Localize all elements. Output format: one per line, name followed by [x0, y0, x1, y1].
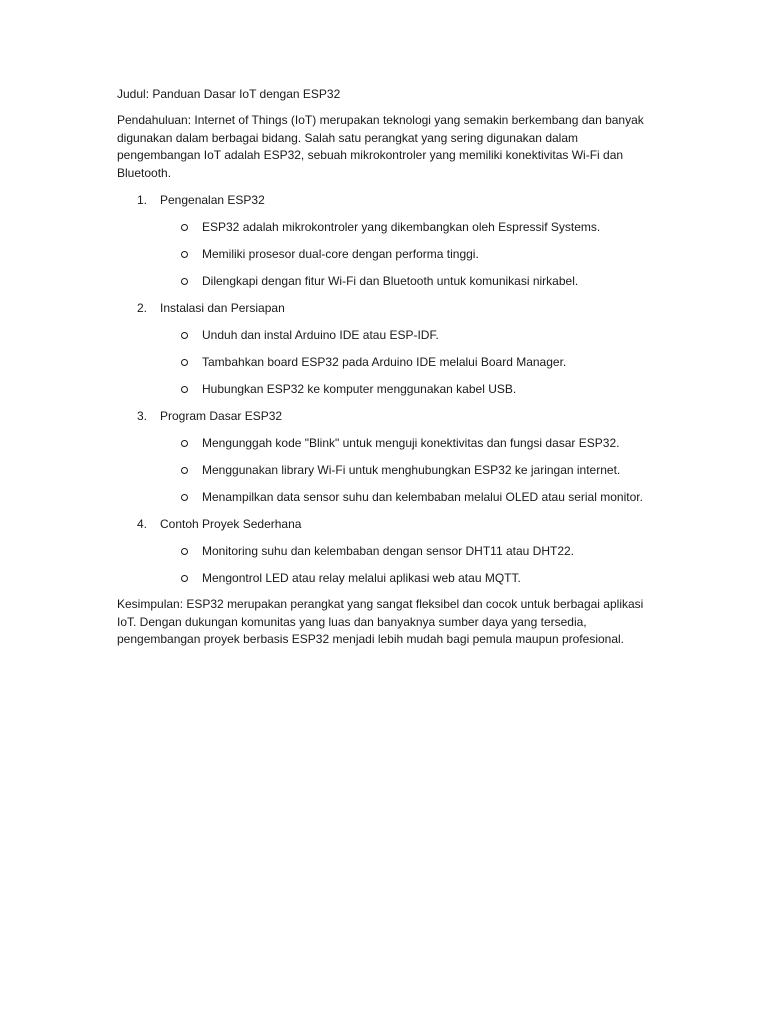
list-item — [117, 488, 653, 506]
list-item — [117, 326, 653, 344]
hollow-bullet-icon — [181, 359, 188, 366]
hollow-bullet-icon — [181, 332, 188, 339]
section-heading — [117, 407, 653, 425]
intro-paragraph: Pendahuluan: Internet of Things (IoT) merupakan teknologi yang semakin berkembang dan banyak digunakan dalam berbagai bidang. Salah satu perangkat yang sering digunakan dalam pengembangan IoT adalah ESP32, sebuah mikrokontroler yang memiliki konektivitas Wi-Fi dan Bluetooth. — [117, 113, 644, 181]
list-item-text: Memiliki prosesor dual-core dengan performa tinggi. — [202, 246, 479, 261]
list-item-text: Mengunggah kode "Blink" untuk menguji konektivitas dan fungsi dasar ESP32. — [202, 435, 620, 450]
list-item — [117, 380, 653, 398]
list-item — [117, 542, 653, 560]
section-heading-text: Pengenalan ESP32 — [160, 192, 265, 207]
hollow-bullet-icon — [181, 278, 188, 285]
list-item — [117, 569, 653, 587]
document-title: Judul: Panduan Dasar IoT dengan ESP32 — [117, 87, 341, 101]
section-heading-text: Instalasi dan Persiapan — [160, 300, 285, 315]
list-item-text: Hubungkan ESP32 ke komputer menggunakan kabel USB. — [202, 381, 517, 396]
hollow-bullet-icon — [181, 548, 188, 555]
list-item — [117, 245, 653, 263]
section-heading — [117, 515, 653, 533]
document-page — [117, 85, 653, 649]
conclusion-paragraph: Kesimpulan: ESP32 merupakan perangkat yang sangat fleksibel dan cocok untuk berbagai aplikasi IoT. Dengan dukungan komunitas yang luas dan banyaknya sumber daya yang tersedia, pengembangan proyek berbasis ESP32 menjadi lebih mudah bagi pemula maupun profesional. — [117, 596, 644, 647]
list-item — [117, 272, 653, 290]
list-item-text: Tambahkan board ESP32 pada Arduino IDE melalui Board Manager. — [202, 354, 567, 369]
section-heading-text: Program Dasar ESP32 — [160, 408, 283, 423]
list-item — [117, 218, 653, 236]
bullet-list — [117, 434, 653, 506]
list-item-text: Unduh dan instal Arduino IDE atau ESP-IDF. — [202, 327, 439, 342]
list-item — [117, 353, 653, 371]
section — [117, 191, 653, 290]
list-item — [117, 461, 653, 479]
list-item-text: Dilengkapi dengan fitur Wi-Fi dan Bluetooth untuk komunikasi nirkabel. — [202, 273, 579, 288]
section-number: 2. — [137, 300, 148, 315]
list-item-text: Menggunakan library Wi-Fi untuk menghubungkan ESP32 ke jaringan internet. — [202, 462, 621, 477]
section-number: 4. — [137, 516, 148, 531]
hollow-bullet-icon — [181, 386, 188, 393]
list-item-text: Mengontrol LED atau relay melalui aplikasi web atau MQTT. — [202, 570, 521, 585]
list-item — [117, 434, 653, 452]
list-item-text: Monitoring suhu dan kelembaban dengan sensor DHT11 atau DHT22. — [202, 543, 574, 558]
hollow-bullet-icon — [181, 251, 188, 258]
section-list — [117, 191, 653, 587]
hollow-bullet-icon — [181, 224, 188, 231]
section — [117, 515, 653, 587]
hollow-bullet-icon — [181, 494, 188, 501]
section-number: 1. — [137, 192, 148, 207]
section-heading — [117, 191, 653, 209]
section — [117, 299, 653, 398]
bullet-list — [117, 326, 653, 398]
list-item-text: ESP32 adalah mikrokontroler yang dikembangkan oleh Espressif Systems. — [202, 219, 601, 234]
section-heading-text: Contoh Proyek Sederhana — [160, 516, 302, 531]
section-heading — [117, 299, 653, 317]
hollow-bullet-icon — [181, 467, 188, 474]
hollow-bullet-icon — [181, 440, 188, 447]
section-number: 3. — [137, 408, 148, 423]
bullet-list — [117, 218, 653, 290]
section — [117, 407, 653, 506]
list-item-text: Menampilkan data sensor suhu dan kelembaban melalui OLED atau serial monitor. — [202, 489, 643, 504]
bullet-list — [117, 542, 653, 587]
hollow-bullet-icon — [181, 575, 188, 582]
